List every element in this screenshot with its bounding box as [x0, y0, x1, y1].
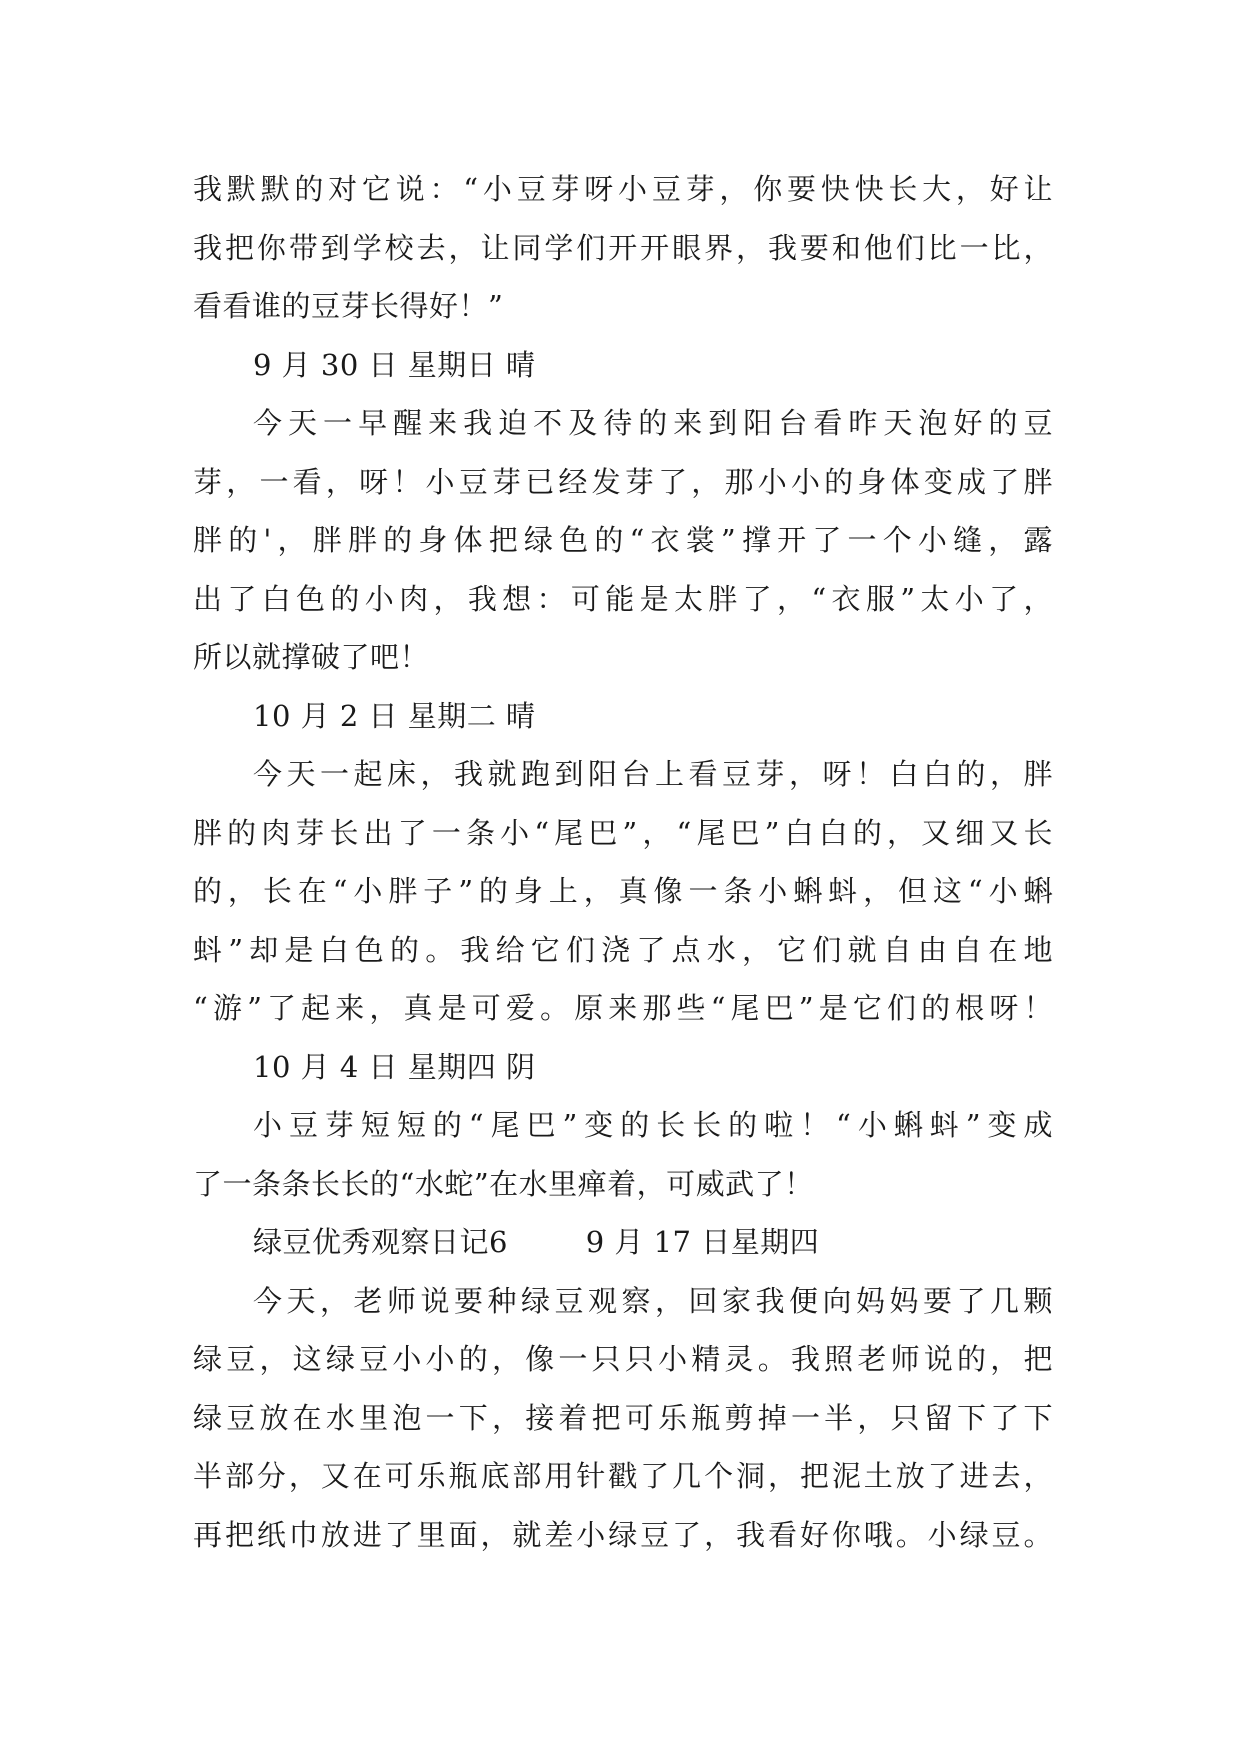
- text-line: 半部分，又在可乐瓶底部用针戳了几个洞，把泥土放了进去，: [193, 1459, 1053, 1493]
- text-line: “游”了起来，真是可爱。原来那些“尾巴”是它们的根呀！: [193, 991, 1053, 1025]
- text-line: 绿豆放在水里泡一下，接着把可乐瓶剪掉一半，只留下了下: [193, 1400, 1053, 1435]
- text-line: 今天一起床，我就跑到阳台上看豆芽，呀！白白的，胖: [253, 757, 1053, 791]
- text-line: 胖的'，胖胖的身体把绿色的“衣裳”撑开了一个小缝，露: [193, 523, 1053, 557]
- text-line: 今天一早醒来我迫不及待的来到阳台看昨天泡好的豆: [253, 406, 1053, 440]
- text-line: 芽，一看，呀！小豆芽已经发芽了，那小小的身体变成了胖: [193, 464, 1053, 499]
- text-line: 看看谁的豆芽长得好！”: [193, 289, 504, 323]
- date-heading: 10 月 4 日 星期四 阴: [253, 1049, 536, 1084]
- text-line: 胖的肉芽长出了一条小“尾巴”，“尾巴”白白的，又细又长: [193, 815, 1053, 850]
- text-line: 的，长在“小胖子”的身上，真像一条小蝌蚪，但这“小蝌: [193, 874, 1053, 908]
- text-line: 再把纸巾放进了里面，就差小绿豆了，我看好你哦。小绿豆。: [193, 1517, 1053, 1552]
- text-line: 我默默的对它说：“小豆芽呀小豆芽，你要快快长大，好让: [193, 172, 1053, 206]
- text-line: 我把你带到学校去，让同学们开开眼界，我要和他们比一比，: [193, 230, 1053, 265]
- date-heading: 10 月 2 日 星期二 晴: [253, 698, 536, 733]
- text-line: 绿豆，这绿豆小小的，像一只只小精灵。我照老师说的，把: [193, 1342, 1053, 1376]
- text-line: 小豆芽短短的“尾巴”变的长长的啦！“小蝌蚪”变成: [253, 1108, 1053, 1142]
- date-heading: 9 月 30 日 星期日 晴: [253, 347, 536, 382]
- text-line: 了一条条长长的“水蛇”在水里瘅着，可威武了！: [193, 1166, 814, 1201]
- text-line: 今天，老师说要种绿豆观察，回家我便向妈妈要了几颗: [253, 1283, 1053, 1318]
- text-line: 蚪”却是白色的。我给它们浇了点水，它们就自由自在地: [193, 932, 1053, 967]
- document-page: [193, 160, 1053, 1564]
- section-heading: 绿豆优秀观察日记6 9 月 17 日星期四: [253, 1225, 820, 1259]
- text-line: 出了白色的小肉，我想：可能是太胖了，“衣服”太小了，: [193, 581, 1053, 616]
- text-line: 所以就撑破了吧！: [193, 640, 430, 674]
